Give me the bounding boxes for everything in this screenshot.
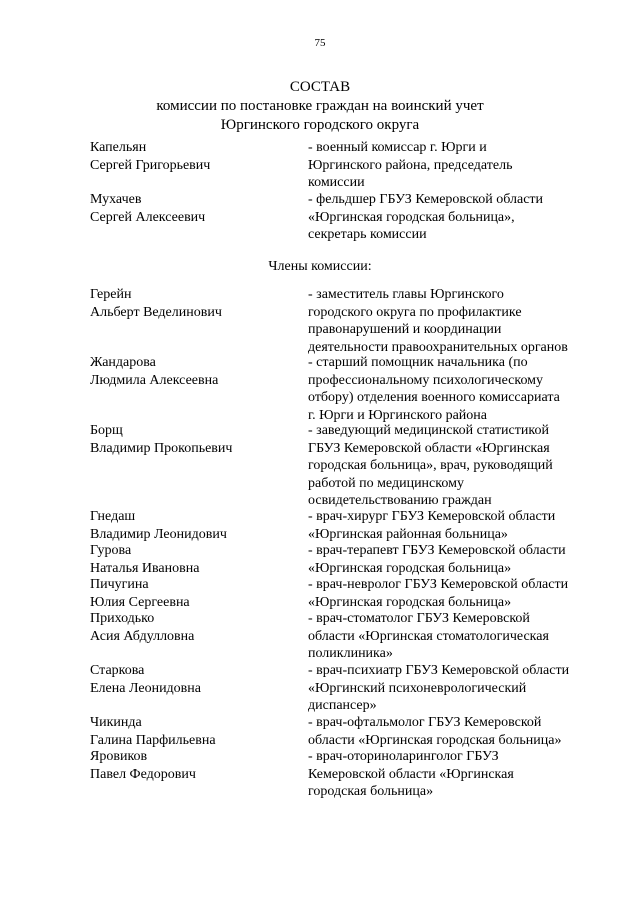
member-role-line: ГБУЗ Кемеровской области «Юргинская: [308, 440, 550, 456]
members-heading: Члены комиссии:: [268, 259, 372, 274]
member-role: [308, 508, 608, 543]
member-given-name: Павел Федорович: [90, 766, 196, 782]
member-role-line: - врач-хирург ГБУЗ Кемеровской области: [308, 509, 556, 524]
member-name: [90, 542, 300, 577]
member-role: [308, 542, 608, 577]
member-role-line: - фельдшер ГБУЗ Кемеровской области: [308, 192, 544, 207]
member-given-name: Альберт Веделинович: [90, 304, 222, 320]
member-surname: Пичугина: [90, 577, 149, 592]
member-name: [90, 662, 300, 697]
member-role-line: поликлиника»: [308, 646, 393, 661]
title-line-1: СОСТАВ: [289, 79, 351, 95]
member-role: [308, 286, 608, 356]
member-given-name: Юлия Сергеевна: [90, 594, 190, 610]
member-surname: Приходько: [90, 611, 155, 626]
member-role-line: комиссии: [308, 175, 365, 190]
member-role-line: «Юргинская городская больница»: [308, 594, 512, 610]
member-surname: Жандарова: [90, 355, 156, 370]
member-given-name: Наталья Ивановна: [90, 560, 200, 576]
member-role-line: секретарь комиссии: [308, 227, 427, 242]
member-role-line: - военный комиссар г. Юрги и: [308, 140, 487, 155]
member-role-line: Юргинского района, председатель: [308, 157, 513, 173]
member-given-name: Сергей Григорьевич: [90, 157, 211, 173]
member-role-line: правонарушений и координации: [308, 322, 502, 337]
member-role: [308, 191, 608, 244]
member-role-line: городская больница»: [308, 784, 434, 799]
member-role: [308, 610, 608, 663]
member-role-line: «Юргинская городская больница»,: [308, 209, 515, 225]
member-role-line: области «Юргинская стоматологическая: [308, 628, 549, 644]
member-surname: Гурова: [90, 543, 132, 558]
member-given-name: Асия Абдулловна: [90, 628, 195, 644]
member-role-line: освидетельствованию граждан: [308, 493, 492, 508]
member-role-line: - врач-терапевт ГБУЗ Кемеровской области: [308, 543, 566, 558]
member-name: [90, 191, 300, 226]
member-role: [308, 662, 608, 715]
member-role-line: отбору) отделения военного комиссариата: [308, 390, 560, 405]
member-role-line: - заместитель главы Юргинского: [308, 287, 504, 302]
member-role: [308, 576, 608, 611]
member-name: [90, 714, 300, 749]
member-surname: Чикинда: [90, 715, 142, 730]
member-name: [90, 610, 300, 645]
member-role-line: городского округа по профилактике: [308, 304, 522, 320]
page-number: 75: [314, 37, 326, 49]
member-role-line: «Юргинская районная больница»: [308, 526, 508, 542]
title-line-3: Юргинского городского округа: [220, 117, 420, 133]
title-line-2: комиссии по постановке граждан на воинский учет: [156, 98, 484, 114]
member-role-line: городская больница», врач, руководящий: [308, 458, 553, 473]
member-surname: Герейн: [90, 287, 132, 302]
member-given-name: Владимир Прокопьевич: [90, 440, 233, 456]
member-role-line: «Юргинский психоневрологический: [308, 680, 527, 696]
member-role-line: - заведующий медицинской статистикой: [308, 423, 549, 438]
member-name: [90, 354, 300, 389]
member-surname: Борщ: [90, 423, 123, 438]
member-surname: Старкова: [90, 663, 145, 678]
member-role: [308, 354, 608, 424]
document-title: [0, 78, 640, 135]
member-role-line: г. Юрги и Юргинского района: [308, 407, 488, 423]
member-role-line: деятельности правоохранительных органов: [308, 339, 568, 355]
member-role-line: области «Юргинская городская больница»: [308, 732, 562, 748]
member-role-line: - врач-оториноларинголог ГБУЗ: [308, 749, 499, 764]
member-role: [308, 748, 608, 801]
member-role-line: профессиональному психологическому: [308, 372, 544, 388]
member-given-name: Сергей Алексеевич: [90, 209, 206, 225]
member-surname: Гнедаш: [90, 509, 136, 524]
member-role: [308, 422, 608, 510]
member-role-line: - врач-психиатр ГБУЗ Кемеровской области: [308, 663, 570, 678]
member-surname: Мухачев: [90, 192, 142, 207]
member-role-line: - врач-невролог ГБУЗ Кемеровской области: [308, 577, 569, 592]
member-name: [90, 748, 300, 783]
member-role-line: - старший помощник начальника (по: [308, 355, 528, 370]
member-name: [90, 139, 300, 174]
member-role: [308, 714, 608, 749]
member-role-line: - врач-стоматолог ГБУЗ Кемеровской: [308, 611, 530, 626]
member-given-name: Владимир Леонидович: [90, 526, 227, 542]
member-given-name: Людмила Алексеевна: [90, 372, 219, 388]
member-given-name: Елена Леонидовна: [90, 680, 201, 696]
member-role-line: «Юргинская городская больница»: [308, 560, 512, 576]
member-name: [90, 422, 300, 457]
member-name: [90, 286, 300, 321]
member-name: [90, 576, 300, 611]
member-surname: Яровиков: [90, 749, 148, 764]
member-role-line: - врач-офтальмолог ГБУЗ Кемеровской: [308, 715, 542, 730]
member-role-line: Кемеровской области «Юргинская: [308, 766, 514, 782]
member-role: [308, 139, 608, 192]
member-role-line: работой по медицинскому: [308, 475, 464, 491]
member-given-name: Галина Парфильевна: [90, 732, 216, 748]
member-name: [90, 508, 300, 543]
member-surname: Капельян: [90, 140, 147, 155]
member-role-line: диспансер»: [308, 698, 377, 713]
